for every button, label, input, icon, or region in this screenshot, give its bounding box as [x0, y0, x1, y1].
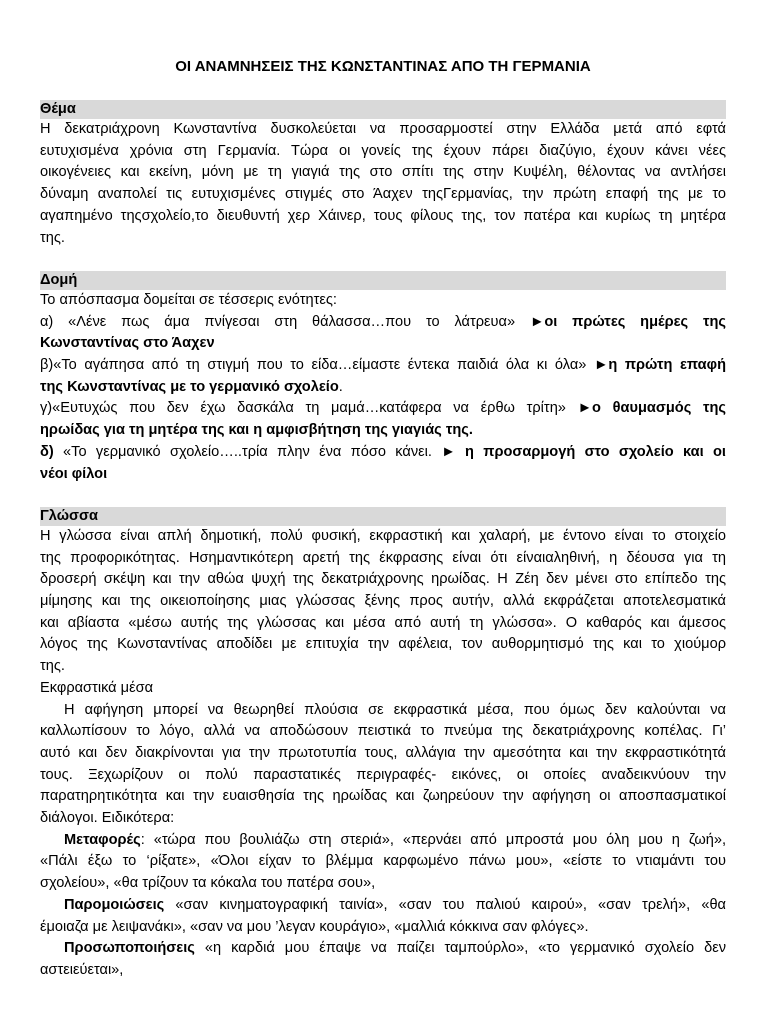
structure-item-c-cont: ηρωίδας για τη μητέρα της και η αμφισβήτηση της γιαγιάς της.: [40, 422, 473, 439]
document-title: ΟΙ ΑΝΑΜΝΗΣΕΙΣ ΤΗΣ ΚΩΝΣΤΑΝΤΙΝΑΣ ΑΠΟ ΤΗ ΓΕΡΜΑΝΙΑ: [175, 58, 591, 75]
text-line: της.: [40, 658, 65, 675]
text-line: αστειεύεται»,: [40, 961, 124, 978]
metaphors-label: Μεταφορές: [64, 831, 141, 848]
similes-line: Παρομοιώσεις «σαν κινηματογραφική ταινία», «σαν του παλιού καιρού», «σαν τρελή», «θα: [64, 896, 726, 913]
text-line: καλλωπίσουν το λόγο, αλλά να αποδώσουν πειστικά το πνεύμα της δεκατριάχρονης κοπέλας. Γι’: [40, 723, 726, 740]
language-paragraph: [40, 526, 726, 982]
structure-item-d: δ) «Το γερμανικό σχολείο…..τρία πλην ένα πόσο κάνει. ► η προσαρμογή στο σχολείο και οι: [40, 443, 726, 460]
section-heading-language: Γλώσσα: [40, 507, 726, 526]
structure-paragraph: Το απόσπασμα δομείται σε τέσσερις ενότητες: α) «Λένε πως άμα πνίγεσαι στη θάλασσα…που το λάτρευα» ►οι πρώτες ημέρες της Κωνσταντίνας στο Άαχεν β)«Το αγάπησα από τη στιγμή που το είδα…είμαστε έντεκα παιδιά όλα κι όλα» ►η πρώτη επαφή της Κωνσταντίνας με το γερμανικό σχολείο. γ)«Ευτυχώς που δεν έχω δασκάλα τη μαμά…κατάφερα να έρθω τρίτη» ►ο θαυμασμός της ηρωίδας για τη μητέρα της και η αμφισβήτηση της γιαγιάς της. δ) «Το γερμανικό σχολείο…..τρία πλην ένα πόσο κάνει. ► η προσαρμογή στο σχολείο και οι νέοι φίλοι: [40, 291, 726, 482]
similes-label: Παρομοιώσεις: [64, 896, 165, 913]
structure-item-d-cont: νέοι φίλοι: [40, 465, 108, 482]
structure-intro: Το απόσπασμα δομείται σε τέσσερις ενότητες:: [40, 291, 337, 308]
text-line: λόγος της Κωνσταντίνας αποδίδει με επιτυχία την αφέλεια, τον αυθορμητισμό της και το χιούμορ: [40, 636, 726, 653]
metaphors-line: Μεταφορές: «τώρα που βουλιάζω στη στεριά», «περνάει από μπροστά μου όλη μου η ζωή»,: [64, 831, 726, 848]
text-line: Η γλώσσα είναι απλή δημοτική, πολύ φυσική, εκφραστική και χαλαρή, με έντονο είναι το στοιχείο: [40, 527, 726, 544]
text-line: έμοιαζα με λειψανάκι», «σαν να μου ’λεγαν κουράγιο», «μαλλιά κόκκινα σαν φλόγες».: [40, 918, 589, 935]
text-line: της.: [40, 229, 65, 246]
text-line: Η δεκατριάχρονη Κωνσταντίνα δυσκολεύεται να προσαρμοστεί στην Ελλάδα μετά από εφτά: [40, 121, 726, 137]
document: [40, 56, 726, 982]
text-line: και αβίαστα «μέσω αυτής της γλώσσας και μέσα από αυτή τη γλώσσα». Ο καθαρός και άμεσος: [40, 614, 726, 631]
structure-item-b-cont: της Κωνσταντίνας με το γερμανικό σχολείο: [40, 378, 339, 395]
structure-item-c: γ)«Ευτυχώς που δεν έχω δασκάλα τη μαμά…κατάφερα να έρθω τρίτη» ►ο θαυμασμός της: [40, 400, 726, 417]
expressive-means-title: Εκφραστικά μέσα: [40, 679, 154, 696]
section-heading-theme: Θέμα: [40, 100, 726, 119]
section-heading-structure: Δομή: [40, 271, 726, 290]
text-line: ευτυχισμένα χρόνια στη Γερμανία. Τώρα οι γονείς της έχουν πάρει διαζύγιο, έχουν κάνει νέες: [40, 142, 726, 159]
text-line: αγαπημένο τηςσχολείο,το διευθυντή χερ Χάινερ, τους φίλους της, τον πατέρα και κυρίως τη μητέρα: [40, 207, 726, 224]
text-line: διάλογοι. Ειδικότερα:: [40, 810, 175, 827]
personifications-line: Προσωποποιήσεις «η καρδιά μου έπαψε να παίζει ταμπούρλο», «το γερμανικό σχολείο δεν: [64, 940, 726, 957]
text-line: Η αφήγηση μπορεί να θεωρηθεί πλούσια σε εκφραστικά μέσα, που όμως δεν καλούνται να: [64, 701, 726, 718]
structure-item-a: α) «Λένε πως άμα πνίγεσαι στη θάλασσα…που το λάτρευα» ►οι πρώτες ημέρες της: [40, 313, 726, 330]
text-line: δροσερή σκέψη και την αθώα ψυχή της δεκατριάχρονης ηρωίδας. Η Ζέη δεν μένει στο επίπεδο της: [40, 571, 726, 588]
text-line: τους. Ξεχωρίζουν οι πολύ παραστατικές περιγραφές- εικόνες, οι οποίες αναδεικνύουν την: [40, 766, 726, 783]
theme-paragraph: [40, 119, 726, 271]
text-line: δύναμη αναπολεί τις ευτυχισμένες στιγμές στο Άαχεν τηςΓερμανίας, την πρώτη επαφή της με το: [40, 186, 726, 203]
text-line: αυτό και δεν διακρίνονται για την πρωτοτυπία τους, αλλάγια την αμεσότητα και την εκφραστικότητά: [40, 744, 726, 761]
text-line: «Πάλι έξω το ‘ρίξατε», «Όλοι είχαν το βλέμμα καρφωμένο πάνω μου», «είστε το ντιαμάντι του: [40, 853, 726, 870]
text-line: μίμησης και της οικειοποίησης μιας γλώσσας ξένης προς αυτήν, αλλά εκφράζεται αποτελεσματικά: [40, 593, 726, 610]
personifications-label: Προσωποποιήσεις: [64, 940, 195, 957]
text-line: της προφορικότητας. Ησημαντικότερη αρετή της έκφρασης είναι ότι είναιαληθινή, η δέουσα για τη: [40, 549, 726, 566]
text-line: σχολείου», «θα τρίζουν τα κόκαλα του πατέρα σου»,: [40, 875, 376, 892]
text-line: παρατηρητικότητα και την ευαισθησία της ηρωίδας και ζωηρεύουν την αφήγηση οι αποσπασματικοί: [40, 788, 726, 805]
structure-item-a-cont: Κωνσταντίνας στο Άαχεν: [40, 335, 215, 352]
structure-item-b: β)«Το αγάπησα από τη στιγμή που το είδα…είμαστε έντεκα παιδιά όλα κι όλα» ►η πρώτη επαφή: [40, 357, 726, 374]
text-line: οικογένειες και εκείνη, μόνη με τη γιαγιά της στο σπίτι της στην Κυψέλη, θέλοντας να αντλήσει: [40, 164, 726, 181]
